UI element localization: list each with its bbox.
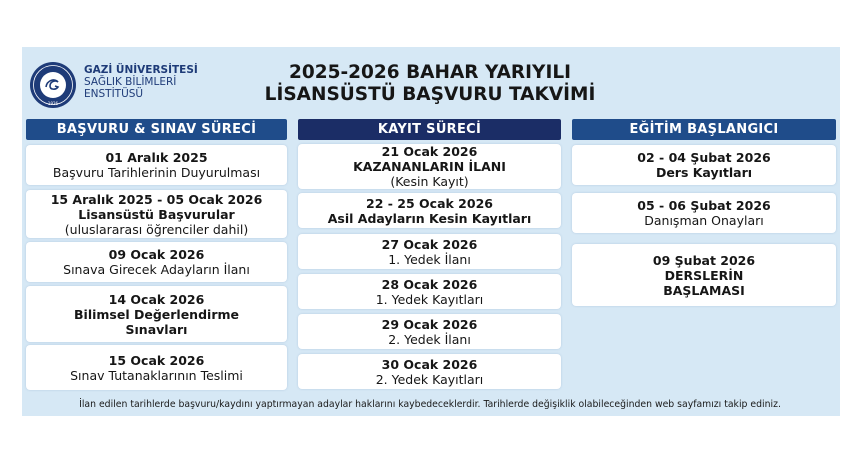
schedule-card (572, 193, 836, 233)
card-date: 27 Ocak 2026 (381, 236, 478, 252)
card-date: 14 Ocak 2026 (108, 291, 205, 307)
schedule-card (572, 145, 836, 185)
institution-line-2: SAĞLIK BİLİMLERİ (84, 76, 177, 88)
card-date: 22 - 25 Ocak 2026 (366, 195, 493, 211)
card-description: 2. Yedek Kayıtları (375, 371, 484, 387)
schedule-card (298, 234, 561, 269)
card-description: Sınav Tutanaklarının Teslimi (70, 367, 243, 383)
card-title: Lisansüstü Başvurular (78, 206, 235, 222)
card-title: KAZANANLARIN İLANI (353, 159, 506, 174)
schedule-card (26, 345, 287, 390)
university-seal-icon (28, 60, 78, 110)
card-date: 01 Aralık 2025 (105, 150, 208, 165)
card-description: (uluslararası öğrenciler dahil) (64, 221, 249, 237)
card-date: 28 Ocak 2026 (381, 276, 478, 292)
schedule-card (572, 244, 836, 306)
card-date: 21 Ocak 2026 (381, 144, 478, 159)
card-description: Danışman Onayları (644, 213, 764, 228)
card-date: 29 Ocak 2026 (381, 316, 478, 332)
header-kayit-sureci: KAYIT SÜRECİ (298, 119, 561, 140)
card-description: Sınava Girecek Adayların İlanı (63, 262, 250, 277)
schedule-card (298, 274, 561, 309)
card-date: 15 Aralık 2025 - 05 Ocak 2026 (50, 191, 263, 207)
card-title: Bilimsel Değerlendirme (74, 306, 239, 322)
schedule-card (26, 286, 287, 342)
header-basvuru-sinav: BAŞVURU & SINAV SÜRECİ (26, 119, 287, 140)
card-date: 15 Ocak 2026 (108, 352, 205, 368)
card-date: 09 Şubat 2026 (652, 252, 756, 268)
schedule-card (298, 314, 561, 349)
card-title: DERSLERİN (664, 267, 744, 283)
institution-line-1: GAZİ ÜNİVERSİTESİ (84, 64, 198, 76)
svg-text:1926: 1926 (47, 101, 59, 106)
card-title: BAŞLAMASI (663, 282, 745, 298)
footer-note: İlan edilen tarihlerde başvuru/kaydını yaptırmayan adaylar haklarını kaybedeceklerdir. Tarihlerde değişiklik olabileceğinden web sayfamızı takip ediniz. (79, 399, 781, 410)
card-title: Ders Kayıtları (655, 165, 753, 180)
page-title-line-1: 2025-2026 BAHAR YARIYILI (288, 62, 572, 83)
institution-line-3: ENSTİTÜSÜ (84, 88, 144, 100)
schedule-card (298, 193, 561, 228)
card-date: 05 - 06 Şubat 2026 (637, 198, 771, 213)
schedule-card (298, 144, 561, 189)
card-description: (Kesin Kayıt) (390, 174, 469, 189)
card-date: 30 Ocak 2026 (381, 356, 478, 372)
schedule-card (26, 190, 287, 238)
header-egitim-baslangici: EĞİTİM BAŞLANGICI (572, 119, 836, 140)
card-title: Sınavları (125, 321, 188, 337)
institution-name (84, 64, 198, 100)
card-date: 09 Ocak 2026 (108, 247, 205, 262)
page-title-line-2: LİSANSÜSTÜ BAŞVURU TAKVİMİ (264, 84, 596, 105)
schedule-card (26, 145, 287, 185)
card-description: 1. Yedek Kayıtları (375, 291, 484, 307)
schedule-card (298, 354, 561, 389)
card-description: Başvuru Tarihlerinin Duyurulması (52, 165, 261, 180)
card-title: Asil Adayların Kesin Kayıtları (327, 210, 532, 226)
card-description: 2. Yedek İlanı (388, 331, 471, 347)
card-date: 02 - 04 Şubat 2026 (637, 150, 771, 165)
schedule-card (26, 242, 287, 282)
card-description: 1. Yedek İlanı (388, 251, 471, 267)
